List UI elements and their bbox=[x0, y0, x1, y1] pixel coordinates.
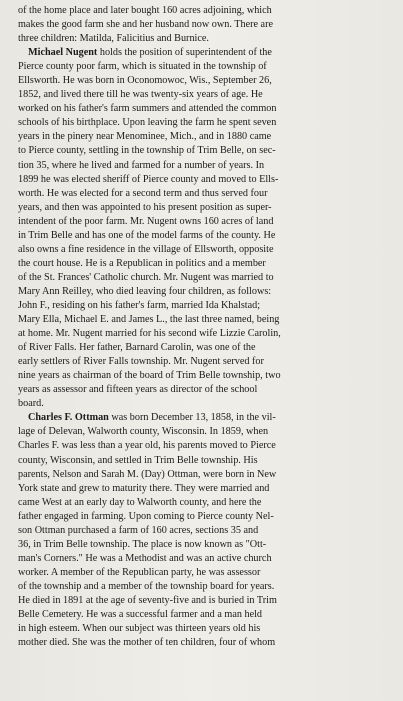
text-line bbox=[18, 580, 390, 594]
line-text: of the St. Frances' Catholic church. Mr. Nugent was married to bbox=[18, 271, 274, 283]
line-text: in Trim Belle and has one of the model farms of the county. He bbox=[18, 229, 276, 241]
text-line bbox=[18, 285, 390, 299]
text-line bbox=[18, 187, 390, 201]
line-text: board. bbox=[18, 398, 44, 410]
line-text: Charles F. was less than a year old, his parents moved to Pierce bbox=[18, 440, 276, 452]
text-line bbox=[18, 411, 390, 425]
text-line bbox=[18, 243, 390, 257]
line-text: son Ottman purchased a farm of 160 acres, sections 35 and bbox=[18, 524, 259, 536]
text-line bbox=[18, 383, 390, 397]
text-line bbox=[18, 397, 390, 411]
text-line bbox=[18, 215, 390, 229]
text-line bbox=[18, 201, 390, 215]
biography-name: Charles F. Ottman bbox=[28, 412, 109, 424]
line-text: 36, in Trim Belle township. The place is now known as "Ott- bbox=[18, 538, 267, 550]
line-text: of the home place and later bought 160 acres adjoining, which bbox=[18, 5, 272, 16]
text-line bbox=[18, 622, 390, 636]
line-text: Mary Ella, Michael E. and James L., the last three named, being bbox=[18, 314, 280, 326]
text-line bbox=[18, 299, 390, 313]
text-line bbox=[18, 173, 390, 187]
line-text: years as assessor and fifteen years as director of the school bbox=[18, 384, 258, 396]
line-text: nine years as chairman of the board of Trim Belle township, two bbox=[18, 370, 281, 382]
text-line bbox=[18, 538, 390, 552]
text-line bbox=[18, 46, 390, 60]
line-text: the court house. He is a Republican in politics and a member bbox=[18, 257, 266, 269]
line-text: worked on his father's farm summers and attended the common bbox=[18, 103, 277, 115]
line-text: early settlers of River Falls township. Mr. Nugent served for bbox=[18, 356, 264, 368]
text-line bbox=[18, 32, 390, 46]
text-line bbox=[18, 636, 390, 650]
text-line bbox=[18, 271, 390, 285]
line-text: holds the position of superintendent of the bbox=[97, 47, 272, 59]
text-line bbox=[18, 482, 390, 496]
text-line bbox=[18, 257, 390, 271]
line-text: 1899 he was elected sheriff of Pierce county and moved to Ells- bbox=[18, 173, 279, 185]
text-line bbox=[18, 341, 390, 355]
text-line bbox=[18, 524, 390, 538]
line-text: 1852, and lived there till he was twenty-six years of age. He bbox=[18, 89, 263, 101]
document-text bbox=[18, 4, 390, 650]
line-text: of River Falls. Her father, Barnard Carolin, was one of the bbox=[18, 342, 256, 354]
line-text: was born December 13, 1858, in the vil- bbox=[108, 412, 276, 424]
line-text: mother died. She was the mother of ten children, four of whom bbox=[18, 637, 276, 649]
line-text: came West at an early day to Walworth county, and here the bbox=[18, 496, 262, 508]
text-line bbox=[18, 18, 390, 32]
line-text: Ellsworth. He was born in Oconomowoc, Wis., September 26, bbox=[18, 75, 272, 87]
text-line bbox=[18, 496, 390, 510]
line-text: of the township and a member of the township board for years. bbox=[18, 580, 275, 592]
line-text: lage of Delevan, Walworth county, Wisconsin. In 1859, when bbox=[18, 426, 269, 438]
line-text: tion 35, where he lived and farmed for a number of years. In bbox=[18, 159, 265, 171]
line-text: at home. Mr. Nugent married for his second wife Lizzie Carolin, bbox=[18, 328, 281, 340]
text-line bbox=[18, 229, 390, 243]
line-text: years in the pinery near Menominee, Mich., and in 1880 came bbox=[18, 131, 272, 143]
biography-name: Michael Nugent bbox=[28, 47, 98, 59]
line-text: three children: Matilda, Falicitius and Burnice. bbox=[18, 33, 209, 45]
text-line bbox=[18, 327, 390, 341]
text-line bbox=[18, 608, 390, 622]
line-text: in high esteem. When our subject was thirteen years old his bbox=[18, 623, 261, 635]
line-text: father engaged in farming. Upon coming to Pierce county Nel- bbox=[18, 510, 274, 522]
text-line bbox=[18, 74, 390, 88]
text-line bbox=[18, 88, 390, 102]
text-line bbox=[18, 116, 390, 130]
line-text: Pierce county poor farm, which is situated in the township of bbox=[18, 61, 267, 73]
paragraph bbox=[18, 4, 390, 46]
text-line bbox=[18, 468, 390, 482]
line-text: parents, Nelson and Sarah M. (Day) Ottman, were born in New bbox=[18, 468, 277, 480]
line-text: schools of his birthplace. Upon leaving the farm he spent seven bbox=[18, 117, 277, 129]
line-text: worker. A member of the Republican party, he was assessor bbox=[18, 566, 261, 578]
line-text: also owns a fine residence in the village of Ellsworth, opposite bbox=[18, 243, 274, 255]
text-line bbox=[18, 594, 390, 608]
text-line bbox=[18, 102, 390, 116]
paragraph bbox=[18, 411, 390, 650]
line-text: John F., residing on his father's farm, married Ida Khalstad; bbox=[18, 299, 261, 311]
line-text: years, and then was appointed to his present position as super- bbox=[18, 201, 272, 213]
text-line bbox=[18, 4, 390, 18]
paragraph bbox=[18, 46, 390, 411]
line-text: worth. He was elected for a second term and thus served four bbox=[18, 187, 268, 199]
line-text: York state and grew to maturity there. They were married and bbox=[18, 482, 270, 494]
line-text: man's Corners." He was a Methodist and was an active church bbox=[18, 552, 272, 564]
text-line bbox=[18, 144, 390, 158]
line-text: makes the good farm she and her husband now own. There are bbox=[18, 19, 273, 31]
text-line bbox=[18, 60, 390, 74]
line-text: He died in 1891 at the age of seventy-five and is buried in Trim bbox=[18, 594, 277, 606]
text-line bbox=[18, 439, 390, 453]
line-text: county, Wisconsin, and settled in Trim Belle township. His bbox=[18, 454, 258, 466]
text-line bbox=[18, 159, 390, 173]
text-line bbox=[18, 313, 390, 327]
text-line bbox=[18, 454, 390, 468]
text-line bbox=[18, 566, 390, 580]
text-line bbox=[18, 425, 390, 439]
text-line bbox=[18, 355, 390, 369]
line-text: to Pierce county, settling in the township of Trim Belle, on sec- bbox=[18, 145, 276, 157]
line-text: Belle Cemetery. He was a successful farmer and a man held bbox=[18, 609, 263, 621]
line-text: Mary Ann Reilley, who died leaving four children, as follows: bbox=[18, 285, 272, 297]
text-line bbox=[18, 510, 390, 524]
line-text: intendent of the poor farm. Mr. Nugent owns 160 acres of land bbox=[18, 215, 274, 227]
text-line bbox=[18, 130, 390, 144]
text-line bbox=[18, 369, 390, 383]
text-line bbox=[18, 552, 390, 566]
